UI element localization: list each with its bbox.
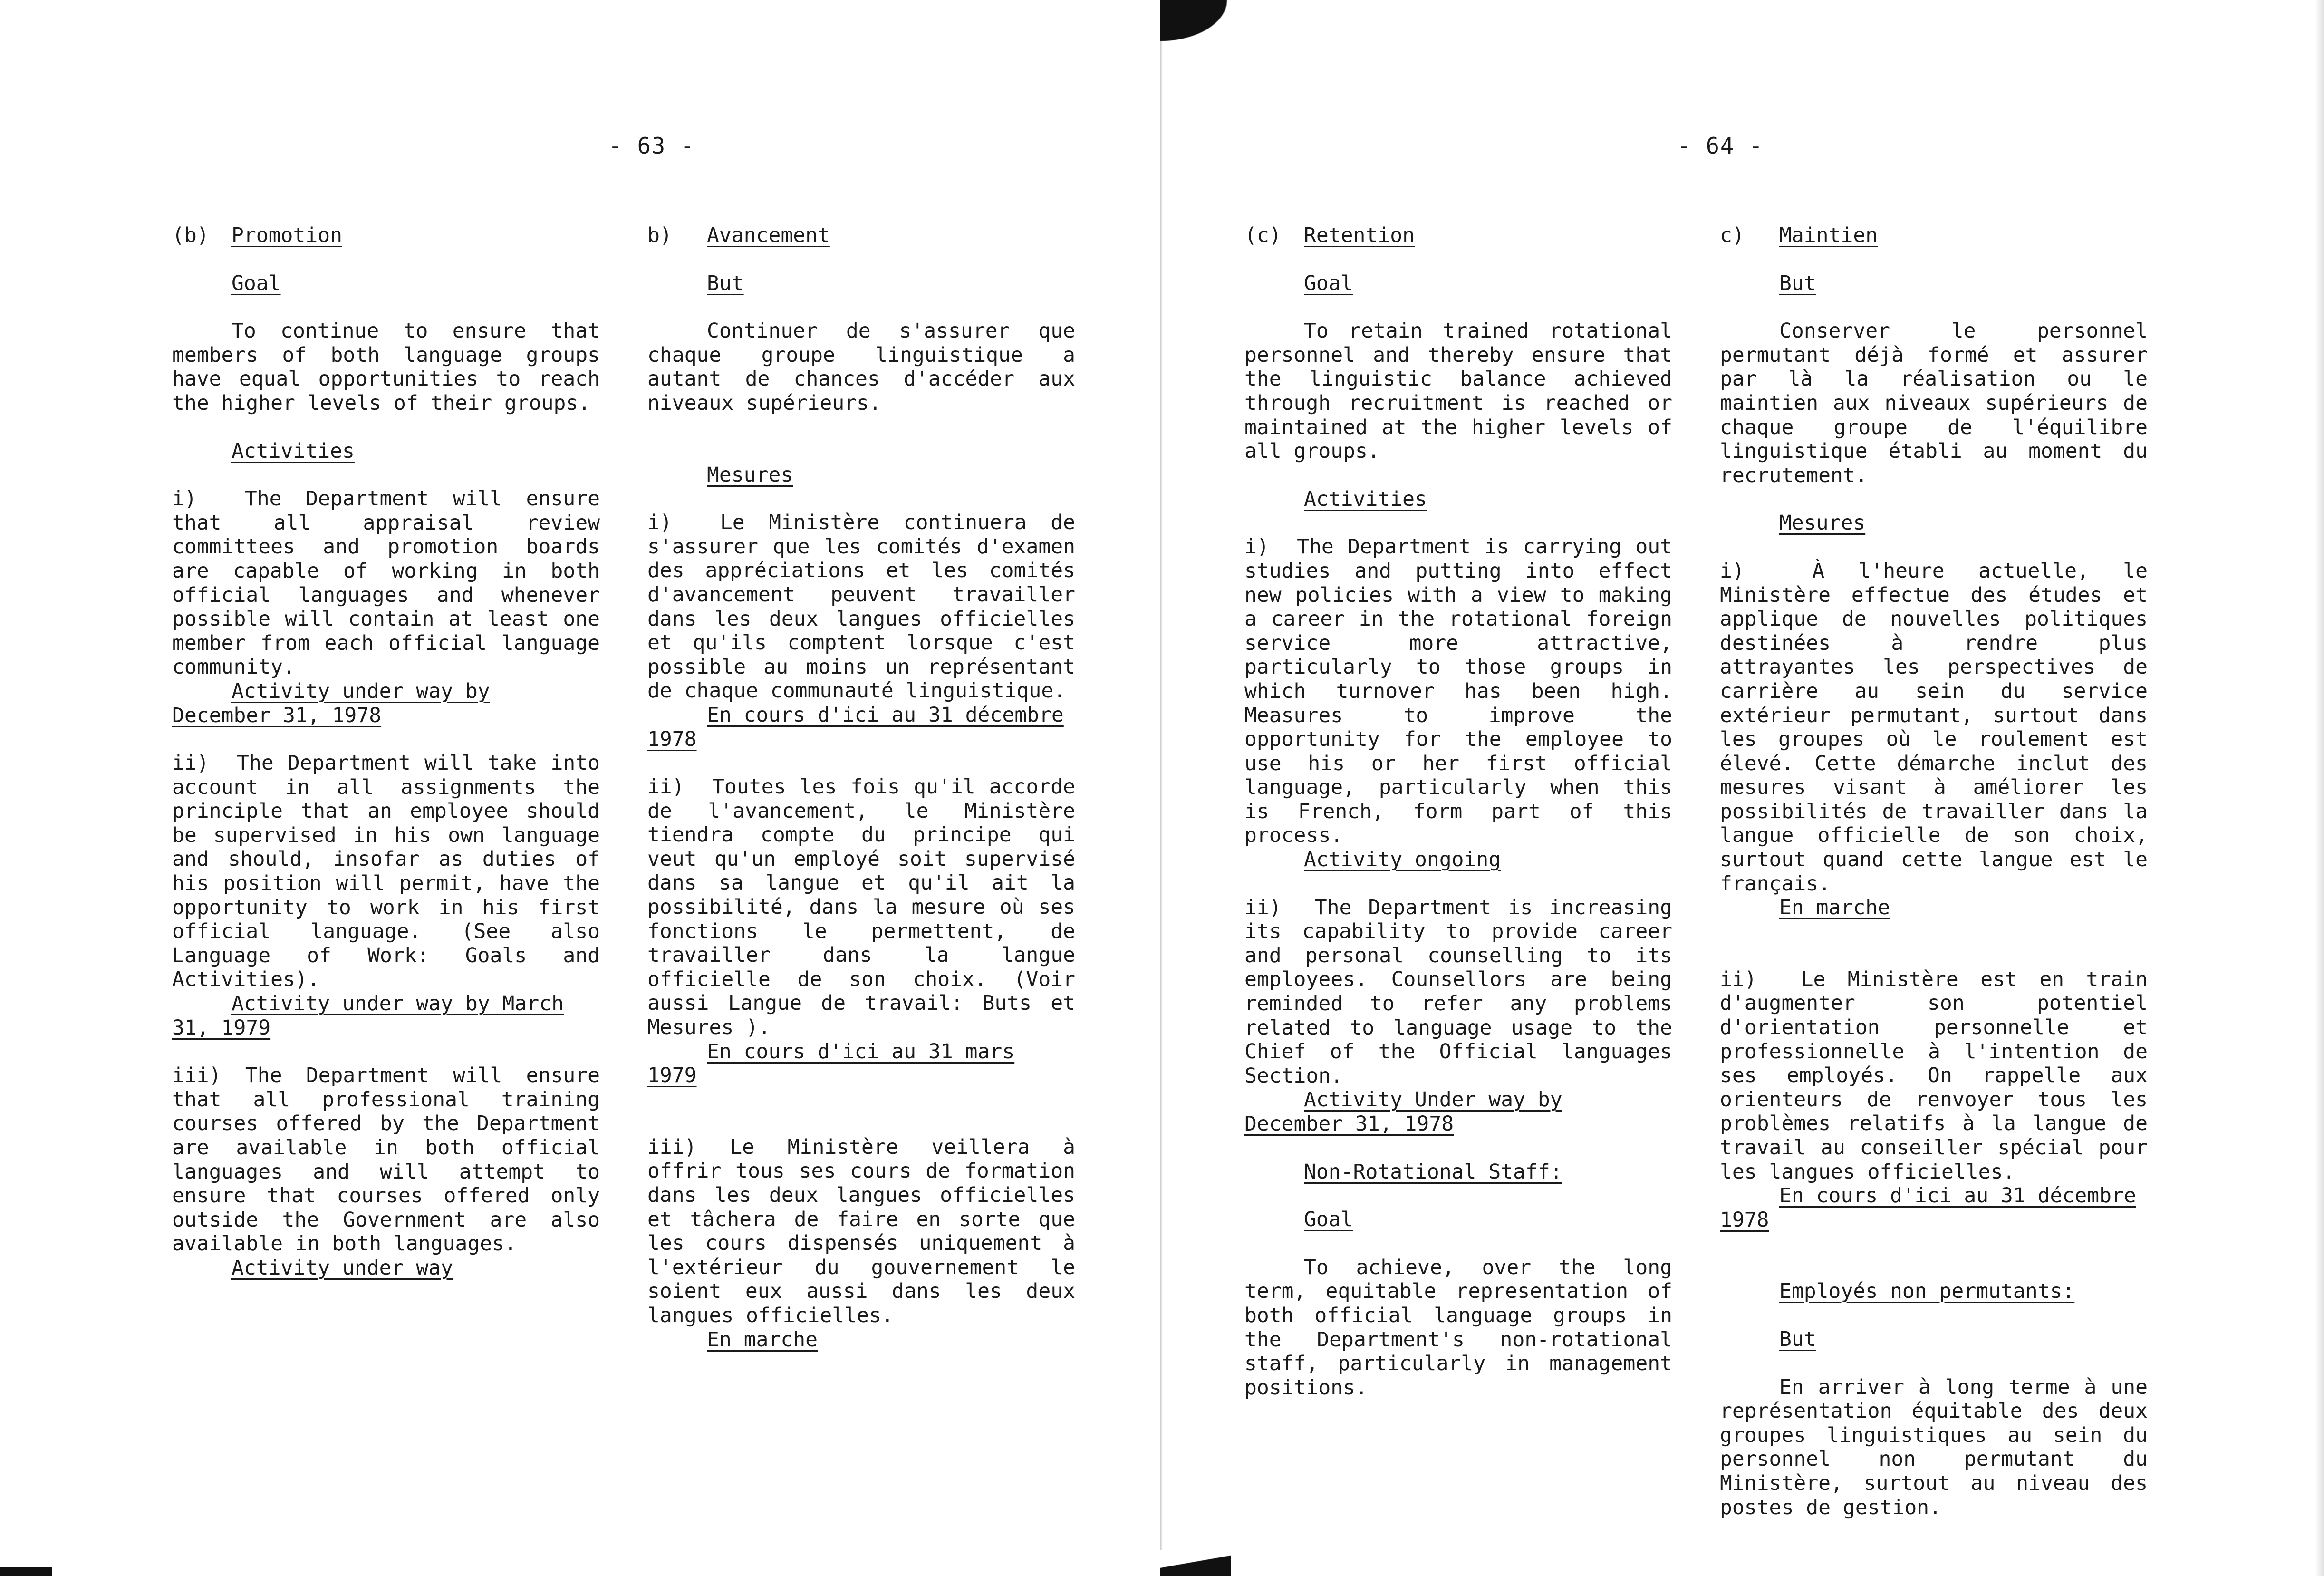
item-text: Le Ministère est en train d'augmenter son potentiel d'orientation personnelle et professionnelle à l'intention de ses employés. On rappelle aux orienteurs de renvoyer tous les problèmes relatifs à la langue de travail au conseiller spécial pour les langues officielles. xyxy=(1720,967,2148,1184)
item-text: The Department will take into account in all assignments the principle that an employee should be supervised in his own language and should, insofar as duties of his position will permit, have the opportunity to work in his first official language. (See also Language of Work: Goals and Activities). xyxy=(172,751,600,992)
section-label: (b) xyxy=(172,223,209,247)
item-text: The Department is carrying out studies and putting into effect new policies with a view to making a career in the rotational foreign service more attractive, particularly to those groups in which turnover has been high. Measures to improve the opportunity for the employee to use his or her first official language, particularly when this is French, form part of this process. xyxy=(1244,535,1672,848)
section-title: Maintien xyxy=(1779,223,1878,247)
non-rotational-heading: Employés non permutants: xyxy=(1779,1279,2075,1304)
section-heading xyxy=(1244,223,1672,248)
activity-item xyxy=(1720,967,2148,1184)
page-64 xyxy=(1164,0,2324,1576)
section-label: c) xyxy=(1720,223,1745,247)
activity-item xyxy=(647,775,1075,1040)
section-heading xyxy=(172,223,600,248)
activity-item xyxy=(1244,535,1672,848)
scan-shadow-top xyxy=(1160,0,1245,52)
section-heading xyxy=(1720,223,2148,248)
goal-heading: Goal xyxy=(1304,1208,1353,1232)
item-number: i) xyxy=(1720,559,1745,583)
activity-item xyxy=(1720,559,2148,896)
goal-heading: But xyxy=(1779,1327,1816,1351)
goal-text: Conserver le personnel permutant déjà formé et assurer par là la réalisation ou le maintien aux niveaux supérieurs de chaque groupe de l'équilibre linguistique établi au moment du recrutement. xyxy=(1720,319,2148,487)
item-number: ii) xyxy=(647,775,685,799)
activities-heading: Mesures xyxy=(1779,511,1866,535)
goal-text: En arriver à long terme à une représentation équitable des deux groupes linguistiques au sein du personnel non permutant du Ministère, surtout au niveau des postes de gestion. xyxy=(1720,1375,2148,1519)
item-number: iii) xyxy=(647,1135,697,1159)
item-number: ii) xyxy=(172,751,209,775)
goal-text: To retain trained rotational personnel and thereby ensure that the linguistic balance achieved through recruitment is reached or maintained at the higher levels of all groups. xyxy=(1244,319,1672,464)
activity-status: En cours d'ici au 31 décembre 1978 xyxy=(647,703,1064,751)
goal-heading: But xyxy=(707,271,744,295)
activity-item xyxy=(647,511,1075,703)
activities-heading: Mesures xyxy=(707,463,793,487)
goal-heading: But xyxy=(1779,271,1816,295)
item-text: Le Ministère veillera à offrir tous ses cours de formation dans les deux langues officielles et tâchera de faire en sorte que les cours dispensés uniquement à l'extérieur du gouvernement le soient eux aussi dans les deux langues officielles. xyxy=(647,1135,1075,1327)
item-number: i) xyxy=(1244,535,1269,559)
section-title: Avancement xyxy=(707,223,830,247)
activity-item xyxy=(172,751,600,992)
column-promotion-english xyxy=(172,223,600,1280)
activity-item xyxy=(172,487,600,679)
section-label: (c) xyxy=(1244,223,1282,247)
activity-item xyxy=(1244,896,1672,1088)
goal-text: To achieve, over the long term, equitable representation of both official language groups in the Department's non-rotational staff, particularly in management positions. xyxy=(1244,1255,1672,1400)
activity-status: Activity under way by March 31, 1979 xyxy=(172,992,564,1040)
goal-text: Continuer de s'assurer que chaque groupe linguistique a autant de chances d'accéder aux niveaux supérieurs. xyxy=(647,319,1075,415)
activities-heading: Activities xyxy=(231,439,355,463)
activity-item xyxy=(647,1135,1075,1328)
scan-edge-left xyxy=(0,1567,52,1576)
activity-status: En marche xyxy=(707,1327,818,1352)
activity-status: En cours d'ici au 31 décembre 1978 xyxy=(1720,1184,2136,1232)
item-number: i) xyxy=(172,487,197,511)
item-text: The Department will ensure that all professional training courses offered by the Department are available in both official languages and will attempt to ensure that courses offered only outside the Government are also available in both languages. xyxy=(172,1064,600,1256)
column-avancement-french xyxy=(647,223,1075,1352)
column-retention-english xyxy=(1244,223,1672,1400)
section-title: Promotion xyxy=(231,223,342,247)
column-maintien-french xyxy=(1720,223,2148,1519)
scan-edge-right xyxy=(2315,0,2324,1576)
scan-shadow-bottom xyxy=(1160,1554,1231,1576)
non-rotational-heading: Non-Rotational Staff: xyxy=(1304,1160,1562,1184)
activity-status: Activity under way by December 31, 1978 xyxy=(172,679,490,727)
binding-gutter xyxy=(1160,29,1163,1550)
item-text: À l'heure actuelle, le Ministère effectue des études et applique de nouvelles politiques destinées à rendre plus attrayantes les perspectives de carrière au sein du service extérieur permutant, surtout dans les groupes où le roulement est élevé. Cette démarche inclut des mesures visant à améliorer les possibilités de travailler dans la langue officielle de son choix, surtout quand cette langue est le français. xyxy=(1720,559,2148,896)
item-text: The Department will ensure that all appraisal review committees and promotion boards are capable of working in both official languages and whenever possible will contain at least one member from each official language community. xyxy=(172,487,600,679)
goal-text: To continue to ensure that members of both language groups have equal opportunities to reach the higher levels of their groups. xyxy=(172,319,600,415)
item-text: Le Ministère continuera de s'assurer que les comités d'examen des appréciations et les comités d'avancement peuvent travailler dans les deux langues officielles et qu'ils comptent lorsque c'est possible au moins un représentant de chaque communauté linguistique. xyxy=(647,511,1076,703)
activity-status: En cours d'ici au 31 mars 1979 xyxy=(647,1039,1015,1088)
item-number: i) xyxy=(647,511,672,535)
activity-status: Activity Under way by December 31, 1978 xyxy=(1244,1088,1562,1136)
page-number: - 64 - xyxy=(1677,133,1764,159)
activity-status: Activity under way xyxy=(231,1256,453,1280)
activity-item xyxy=(172,1064,600,1256)
item-number: iii) xyxy=(172,1064,222,1088)
page-63 xyxy=(0,0,1160,1576)
section-title: Retention xyxy=(1304,223,1415,247)
activities-heading: Activities xyxy=(1304,487,1427,511)
item-text: Toutes les fois qu'il accorde de l'avancement, le Ministère tiendra compte du principe qui veut qu'un employé soit supervisé dans sa langue et qu'il ait la possibilité, dans la mesure où ses fonctions le permettent, de travailler dans la langue officielle de son choix. (Voir aussi Langue de travail: Buts et Mesures ). xyxy=(647,775,1075,1040)
goal-heading: Goal xyxy=(1304,271,1353,295)
section-label: b) xyxy=(647,223,672,247)
page-number: - 63 - xyxy=(608,133,695,159)
section-heading xyxy=(647,223,1075,248)
item-text: The Department is increasing its capability to provide career and personal counselling to its employees. Counsellors are being reminded to refer any problems related to language usage to the Chief of the Official languages Section. xyxy=(1244,895,1672,1088)
activity-status: Activity ongoing xyxy=(1304,848,1501,872)
item-number: ii) xyxy=(1720,967,1757,991)
activity-status: En marche xyxy=(1779,896,1890,920)
goal-heading: Goal xyxy=(231,271,281,295)
item-number: ii) xyxy=(1244,895,1282,919)
